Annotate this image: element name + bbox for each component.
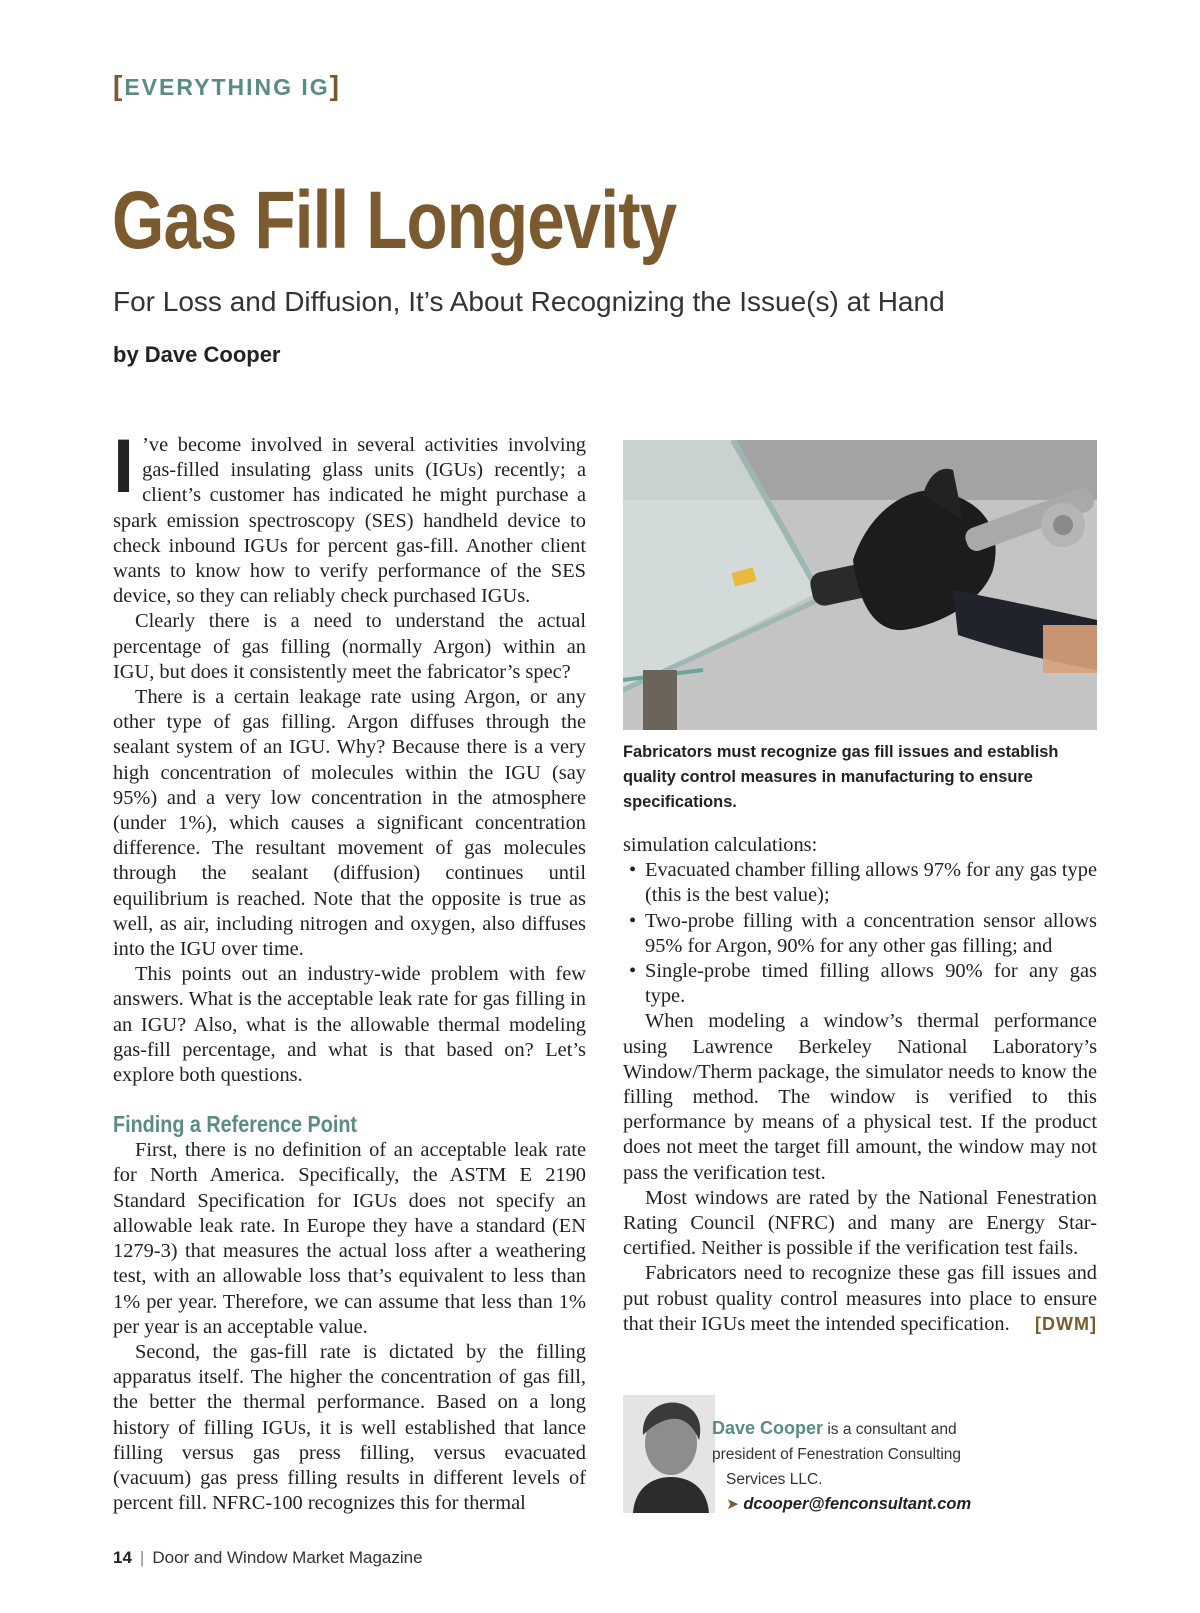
left-column <box>113 424 586 1516</box>
magazine-name: Door and Window Market Magazine <box>152 1548 423 1567</box>
article-title: Gas Fill Longevity <box>112 175 677 266</box>
paragraph-5: First, there is no definition of an acceptable leak rate for North America. Specifically, the ASTM E 2190 Standard Specification for IGUs does not specify an allowable leak rate. In Europe they have a standard (EN 1279-3) that measures the actual loss after a weathering test, with an allowable loss that’s equivalent to less than 1% per year. Therefore, we can assume that less than 1% per year is an acceptable value. <box>113 1139 586 1338</box>
right-column <box>623 833 1097 1337</box>
list-item: • Single-probe timed filling allows 90% for any gas type. <box>629 960 1097 1008</box>
section-tag: [EVERYTHING IG] <box>113 70 341 101</box>
paragraph-2: Clearly there is a need to understand the actual percentage of gas filling (normally Argon) within an IGU, but does it consistently meet the fabricator’s spec? <box>113 610 586 683</box>
author-bio <box>623 1395 1097 1513</box>
paragraph-10: Fabricators need to recognize these gas fill issues and put robust quality control measures into place to ensure that their IGUs meet the intended specification. [DWM] <box>623 1261 1097 1337</box>
paragraph-9: Most windows are rated by the National Fenestration Rating Council (NFRC) and many are Energy Star-certified. Neither is possible if the verification test fails. <box>623 1186 1097 1260</box>
byline: by Dave Cooper <box>113 342 281 367</box>
arrow-icon: ➤ <box>726 1496 739 1513</box>
subheading: Finding a Reference Point <box>113 1111 357 1138</box>
paragraph-8: When modeling a window’s thermal performance using Lawrence Berkeley National Laboratory’s Window/Therm package, the simulator needs to know the filling method. The window is verified to this performance by means of a physical test. If the product does not meet the target fill amount, the window may not pass the verification test. <box>623 1010 1097 1184</box>
paragraph-1: I ’ve become involved in several activities involving gas-filled insulating glass units (IGUs) recently; a client’s customer has indicated he might purchase a spark emission spectroscopy (SES) handheld device to check inbound IGUs for percent gas-fill. Another client wants to know how to verify performance of the SES device, so they can reliably check purchased IGUs. <box>113 424 586 608</box>
bio-text: Dave Cooper is a consultant and president of Fenestration Consulting Services LLC. ➤ dcooper@fenconsultant.com <box>712 1418 972 1513</box>
article-subtitle: For Loss and Diffusion, It’s About Recognizing the Issue(s) at Hand <box>113 286 945 317</box>
author-headshot <box>623 1395 715 1513</box>
paragraph-4: This points out an industry-wide problem with few answers. What is the acceptable leak rate for gas filling in an IGU? Also, what is the allowable thermal modeling gas-fill percentage, and what is that based on? Let’s explore both questions. <box>113 963 586 1087</box>
photo-glass-filling <box>623 440 1097 730</box>
list-item: • Evacuated chamber filling allows 97% for any gas type (this is the best value); <box>629 859 1097 907</box>
page-footer: 14 | Door and Window Market Magazine <box>113 1548 423 1567</box>
drop-cap: I <box>113 424 135 509</box>
list-item: • Two-probe filling with a concentration sensor allows 95% for Argon, 90% for any other gas filling; and <box>629 909 1097 957</box>
paragraph-6: Second, the gas-fill rate is dictated by the filling apparatus itself. The higher the concentration of gas fill, the better the thermal performance. Based on a long history of filling IGUs, it is well established that lance filling versus gas press filling, versus evacuated (vacuum) gas press filling results in different levels of percent fill. NFRC-100 recognizes this for thermal <box>113 1340 586 1515</box>
page-number: 14 <box>113 1548 132 1567</box>
photo-illustration <box>623 440 1097 730</box>
author-email-link[interactable]: dcooper@fenconsultant.com <box>743 1495 972 1513</box>
paragraph-7: simulation calculations: <box>623 834 818 856</box>
paragraph-3: There is a certain leakage rate using Argon, or any other type of gas filling. Argon diffuses through the sealant system of an IGU. Why? Because there is a very high concentration of molecules within the IGU (say 95%) and a very low concentration in the atmosphere (under 1%), which causes a significant concentration difference. The resultant movement of gas molecules through the sealant (diffusion) continues until equilibrium is reached. Note that the opposite is true as well, as air, including nitrogen and oxygen, also diffuses into the IGU over time. <box>113 686 586 961</box>
section-tag-label: EVERYTHING IG <box>124 74 330 100</box>
end-mark: [DWM] <box>1035 1313 1097 1334</box>
author-name: Dave Cooper <box>712 1418 824 1438</box>
fill-method-list <box>623 858 1097 1009</box>
photo-caption: Fabricators must recognize gas fill issues and establish quality control measures in manufacturing to ensure specifications. <box>623 743 1059 811</box>
